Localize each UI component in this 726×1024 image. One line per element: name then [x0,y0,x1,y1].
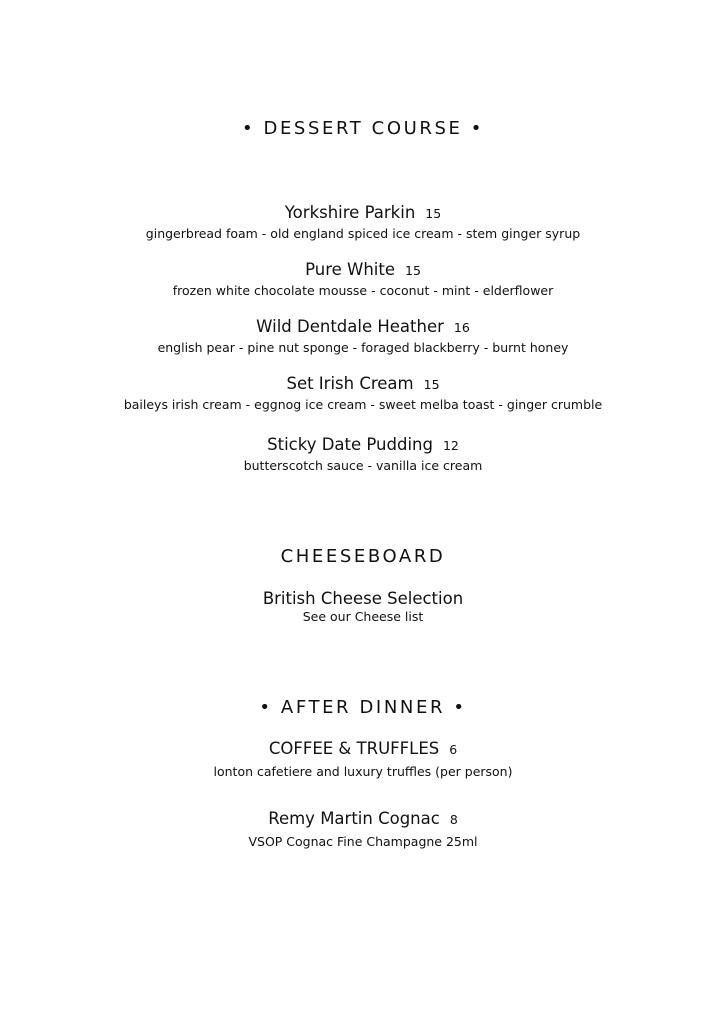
menu-item-remy-martin-cognac [0,809,726,850]
item-name: Pure White [305,260,395,279]
item-description: See our Cheese list [302,609,424,624]
item-description: english pear - pine nut sponge - foraged blackberry - burnt honey [157,340,569,355]
item-name: COFFEE & TRUFFLES [268,739,440,758]
item-name: Set Irish Cream [286,374,414,393]
item-name: Remy Martin Cognac [268,809,440,828]
menu-item-sticky-date-pudding [0,435,726,474]
item-price: 15 [405,263,421,278]
after-dinner-heading: • AFTER DINNER • [259,697,467,718]
item-name: Wild Dentdale Heather [256,317,444,336]
item-price: 8 [449,812,458,827]
item-price: 12 [442,438,459,453]
item-name: British Cheese Selection [262,589,464,608]
menu-item-yorkshire-parkin [0,203,726,242]
menu-item-wild-dentdale-heather [0,317,726,356]
item-name: Sticky Date Pudding [267,435,433,454]
dessert-course-heading: • DESSERT COURSE • [241,118,485,139]
menu-item-british-cheese-selection [0,589,726,625]
item-price: 16 [453,320,470,335]
menu-item-set-irish-cream [0,374,726,413]
item-description: lonton cafetiere and luxury truffles (per person) [213,764,513,779]
item-description: VSOP Cognac Fine Champagne 25ml [248,834,478,849]
item-price: 6 [449,742,458,757]
item-description: gingerbread foam - old england spiced ice cream - stem ginger syrup [145,226,581,241]
item-description: frozen white chocolate mousse - coconut - mint - elderflower [172,283,554,298]
item-description: butterscotch sauce - vanilla ice cream [243,458,483,473]
item-price: 15 [423,377,440,392]
menu-item-coffee-truffles [0,739,726,780]
item-description: baileys irish cream - eggnog ice cream - sweet melba toast - ginger crumble [123,397,603,412]
cheeseboard-heading: CHEESEBOARD [280,546,446,567]
menu-item-pure-white [0,260,726,299]
item-name: Yorkshire Parkin [284,203,416,222]
item-price: 15 [425,206,442,221]
